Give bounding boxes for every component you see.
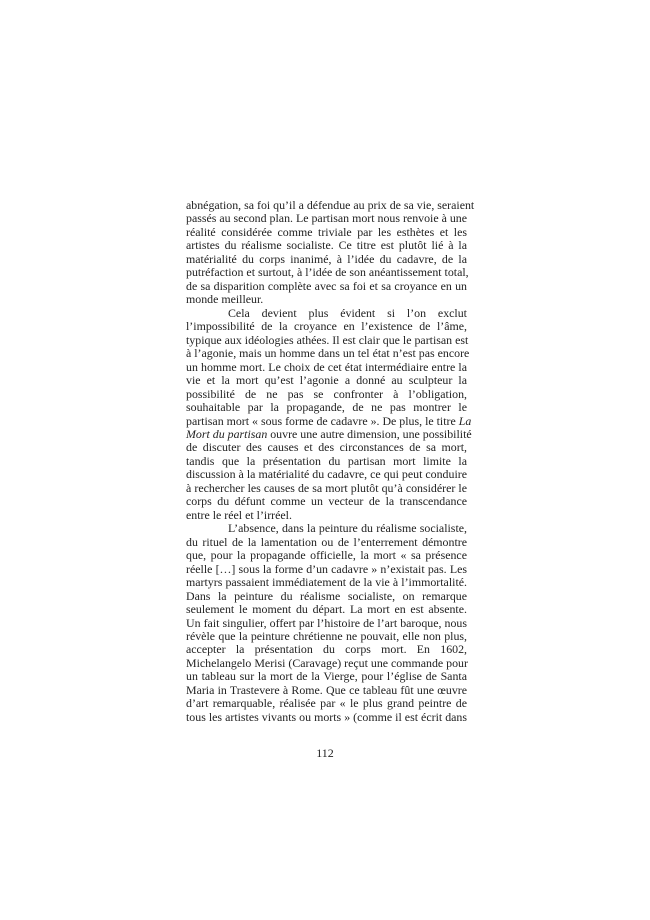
text-line: à l’agonie, mais un homme dans un tel état n’est pas encore	[186, 346, 470, 361]
body-text	[186, 198, 475, 724]
text-line: passés au second plan. Le partisan mort nous renvoie à une	[186, 211, 467, 226]
text-line: souhaitable par la propagande, de ne pas montrer le	[186, 400, 467, 415]
italic-title: Mort du partisan	[186, 426, 268, 441]
text-line: entre le réel et l’irréel.	[186, 507, 292, 522]
text-line: réelle […] sous la forme d’un cadavre » n’existait pas. Les	[186, 561, 467, 576]
text-line: putréfaction et surtout, à l’idée de son anéantissement total,	[186, 265, 469, 280]
text-line: que, pour la propagande officielle, la mort « sa présence	[186, 548, 467, 563]
text-line: un tableau sur la mort de la Vierge, pour l’église de Santa	[186, 669, 467, 684]
text-line: Mort du partisan ouvre une autre dimension, une possibilité	[186, 426, 472, 441]
text-line: seulement le moment du départ. La mort en est absente.	[186, 602, 467, 617]
text-line: abnégation, sa foi qu’il a défendue au prix de sa vie, seraient	[186, 198, 475, 212]
text-line: monde meilleur.	[186, 292, 264, 307]
text-line: artistes du réalisme socialiste. Ce titre est plutôt lié à la	[186, 238, 467, 253]
text-line: Un fait singulier, offert par l’histoire de l’art baroque, nous	[186, 615, 467, 630]
text-line: l’impossibilité de la croyance en l’existence de l’âme,	[186, 319, 467, 334]
text-line: de discuter des causes et des circonstances de sa mort,	[186, 440, 467, 455]
text-line: d’art remarquable, réalisée par « le plus grand peintre de	[186, 696, 467, 711]
text-line: corps du défunt comme un vecteur de la transcendance	[186, 494, 467, 509]
text-line: de sa disparition complète avec sa foi et sa croyance en un	[186, 278, 467, 293]
text-line: Michelangelo Merisi (Caravage) reçut une commande pour	[186, 655, 468, 670]
text-line: tandis que la présentation du partisan mort limite la	[186, 453, 467, 468]
text-line: martyrs passaient immédiatement de la vie à l’immortalité.	[186, 575, 467, 590]
text-line: possibilité de ne pas se confronter à l’obligation,	[186, 386, 467, 401]
text-line: discussion à la matérialité du cadavre, ce qui peut conduire	[186, 467, 467, 482]
page-number: 112	[316, 746, 334, 760]
text-line: accepter la présentation du corps mort. En 1602,	[186, 642, 467, 657]
text-line: Maria in Trastevere à Rome. Que ce tableau fût une œuvre	[186, 682, 467, 697]
text-line: vie et la mort qu’est l’agonie a donné au sculpteur la	[186, 373, 467, 388]
text-line: Dans la peinture du réalisme socialiste, on remarque	[186, 588, 467, 603]
text-line: partisan mort « sous forme de cadavre ». De plus, le titre La	[186, 413, 472, 428]
text-line: Cela devient plus évident si l’on exclut	[228, 305, 467, 320]
text-line: matérialité du corps inanimé, à l’idée du cadavre, de la	[186, 251, 467, 266]
text-line: typique aux idéologies athées. Il est clair que le partisan est	[186, 332, 469, 347]
text-line: réalité considérée comme triviale par les esthètes et les	[186, 224, 467, 239]
text-line: un homme mort. Le choix de cet état intermédiaire entre la	[186, 359, 467, 374]
text-line: du rituel de la lamentation ou de l’enterrement démontre	[186, 534, 467, 549]
text-line: L’absence, dans la peinture du réalisme socialiste,	[228, 521, 467, 536]
text-line: tous les artistes vivants ou morts » (comme il est écrit dans	[186, 709, 467, 724]
text-line: à rechercher les causes de sa mort plutôt qu’à considérer le	[186, 480, 467, 495]
italic-title: La	[458, 413, 472, 428]
text-line: révèle que la peinture chrétienne ne pouvait, elle non plus,	[186, 629, 467, 643]
